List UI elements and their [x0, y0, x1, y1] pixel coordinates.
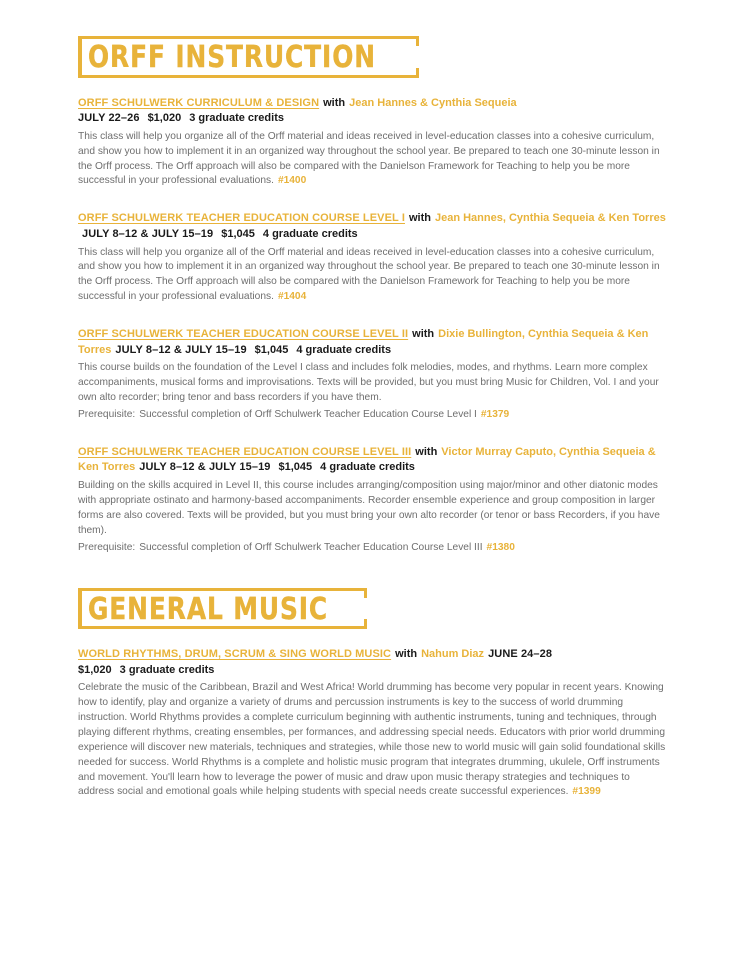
course-prerequisite [78, 408, 668, 423]
section-title: ORFF INSTRUCTION [88, 40, 376, 75]
course-description [78, 479, 668, 539]
course-price: $1,020 [78, 663, 112, 676]
course-dates: JUNE 24–28 [488, 648, 553, 661]
course-description-text: This course builds on the foundation of the Level I class and includes folk melodies, modes, and rhythms. Learn more complex accompaniments, musical forms and improvisations. Texts will be provided, but you must bring Music for Children, Vol. I and your own alto recorder; bring tenor and bass recorders if you have them. [78, 362, 659, 404]
course-entry [78, 445, 668, 556]
banner-left-bar [78, 590, 82, 628]
course-code[interactable]: #1379 [480, 408, 510, 420]
course-description-text: This class will help you organize all of the Orff material and ideas received in level-education classes into a cohesive curriculum, and show you how to implement it in an organized way throughout the school year. Be prepared to teach one 30-minute lesson in the Orff process. The Orff approach will also be compared with the Danielson Framework for Teaching to help you be more successful in your professional evaluations. [78, 246, 660, 303]
course-code[interactable]: #1400 [277, 175, 307, 187]
course-heading [78, 647, 668, 678]
course-credits: 4 graduate credits [262, 227, 358, 240]
course-description-text: This class will help you organize all of the Orff material and ideas received in level-education classes into a cohesive curriculum, and show you how to implement it in an organized way throughout the school year. Be prepared to teach one 30-minute lesson in the Orff process. The Orff approach will also be compared with the Danielson Framework for Teaching to help you be more successful in your professional evaluations. [78, 130, 660, 187]
course-code[interactable]: #1380 [486, 541, 515, 553]
with-label: with [412, 328, 435, 341]
banner-right-tick-bottom [364, 619, 367, 629]
course-dates: JULY 8–12 & JULY 15–19 [115, 343, 247, 356]
course-description-text: Celebrate the music of the Caribbean, Brazil and West Africa! World drumming has become very popular in recent years. Knowing how to identify, play and organize a variety of drums and percussion instruments is key to the success of world drumming instruction. World Rhythms provides a complete curriculum beginning with authentic instruments, tuning and techniques, through playing different rhythms, creating ensembles, per formances, and addressing special needs. Educators with prior world drumming experience will discover new materials, techniques and strategies, while those new to world music will gain solid foundational skills needed for success. World Rhythms is a complete and holistic music program that integrates drumming, ukulele, Orff instruments and movement. You'll learn how to leverage the power of music and draw upon music therapy strategies and techniques to address social and emotional goals while helping students with special needs create successful experiences. [78, 682, 666, 798]
prerequisite-label: Prerequisite: [78, 541, 136, 553]
section-spacer [78, 578, 668, 588]
prerequisite-text: Successful completion of Orff Schulwerk Teacher Education Course Level III [139, 541, 483, 553]
course-title-link[interactable]: ORFF SCHULWERK TEACHER EDUCATION COURSE LEVEL I [78, 212, 405, 225]
course-entry [78, 211, 668, 305]
course-price: $1,045 [278, 461, 313, 474]
banner-right-tick-bottom [416, 68, 419, 78]
prerequisite-label: Prerequisite: [78, 408, 136, 420]
with-label: with [323, 96, 346, 109]
document-content [78, 36, 668, 822]
banner-top-rule [78, 36, 419, 39]
with-label: with [395, 648, 418, 661]
section-banner-orff-instruction [78, 36, 419, 78]
course-description [78, 681, 668, 800]
course-instructors: Victor Murray Caputo, Cynthia Sequeia & Ken Torres [78, 445, 656, 474]
course-instructors: Jean Hannes & Cynthia Sequeia [349, 96, 517, 109]
course-entry [78, 96, 668, 190]
course-title-link[interactable]: WORLD RHYTHMS, DRUM, SCRUM & SING WORLD MUSIC [78, 648, 392, 661]
course-description-text: Building on the skills acquired in Level II, this course includes arranging/composition using major/minor and other diatonic modes with appropriate ostinato and harmony-based accompaniments. Recorder ensemble experience and group composition in larger forms are also covered. Texts will be provided, but you must bring your own alto recorder (or tenor or bass Recorders, if you have them). [78, 480, 660, 536]
course-credits: 4 graduate credits [296, 343, 392, 356]
course-title-link[interactable]: ORFF SCHULWERK CURRICULUM & DESIGN [78, 96, 320, 109]
course-heading [78, 211, 668, 242]
course-instructors: Jean Hannes, Cynthia Sequeia & Ken Torres [434, 212, 666, 225]
with-label: with [408, 212, 431, 225]
course-credits: 4 graduate credits [320, 461, 415, 474]
course-price: $1,045 [254, 343, 289, 356]
section-title: GENERAL MUSIC [88, 591, 329, 627]
section-banner-general-music [78, 588, 367, 630]
course-title-link[interactable]: ORFF SCHULWERK TEACHER EDUCATION COURSE LEVEL II [78, 328, 409, 341]
course-instructors: Nahum Diaz [421, 648, 485, 661]
course-credits: 3 graduate credits [189, 112, 284, 125]
course-heading [78, 96, 668, 127]
course-description [78, 361, 668, 406]
course-credits: 3 graduate credits [119, 663, 215, 676]
banner-right-tick-top [364, 588, 367, 598]
banner-right-tick-top [416, 36, 419, 46]
course-dates: JULY 8–12 & JULY 15–19 [139, 461, 271, 474]
course-title-link[interactable]: ORFF SCHULWERK TEACHER EDUCATION COURSE LEVEL III [78, 445, 412, 458]
banner-left-bar [78, 38, 82, 76]
prerequisite-text: Successful completion of Orff Schulwerk Teacher Education Course Level I [139, 408, 477, 420]
course-price: $1,020 [147, 112, 182, 125]
course-price: $1,045 [221, 227, 255, 240]
with-label: with [415, 445, 438, 458]
course-description [78, 130, 668, 190]
course-code[interactable]: #1399 [572, 786, 601, 798]
course-description [78, 246, 668, 306]
course-entry [78, 647, 668, 800]
course-heading [78, 445, 668, 476]
course-prerequisite [78, 541, 668, 556]
course-entry [78, 327, 668, 423]
course-dates: JULY 8–12 & JULY 15–19 [82, 227, 214, 240]
banner-top-rule [78, 588, 367, 591]
course-instructors: Dixie Bullington, Cynthia Sequeia & Ken Torres [78, 328, 649, 356]
course-heading [78, 327, 668, 358]
course-code[interactable]: #1404 [277, 291, 307, 303]
course-dates: JULY 22–26 [78, 112, 140, 125]
